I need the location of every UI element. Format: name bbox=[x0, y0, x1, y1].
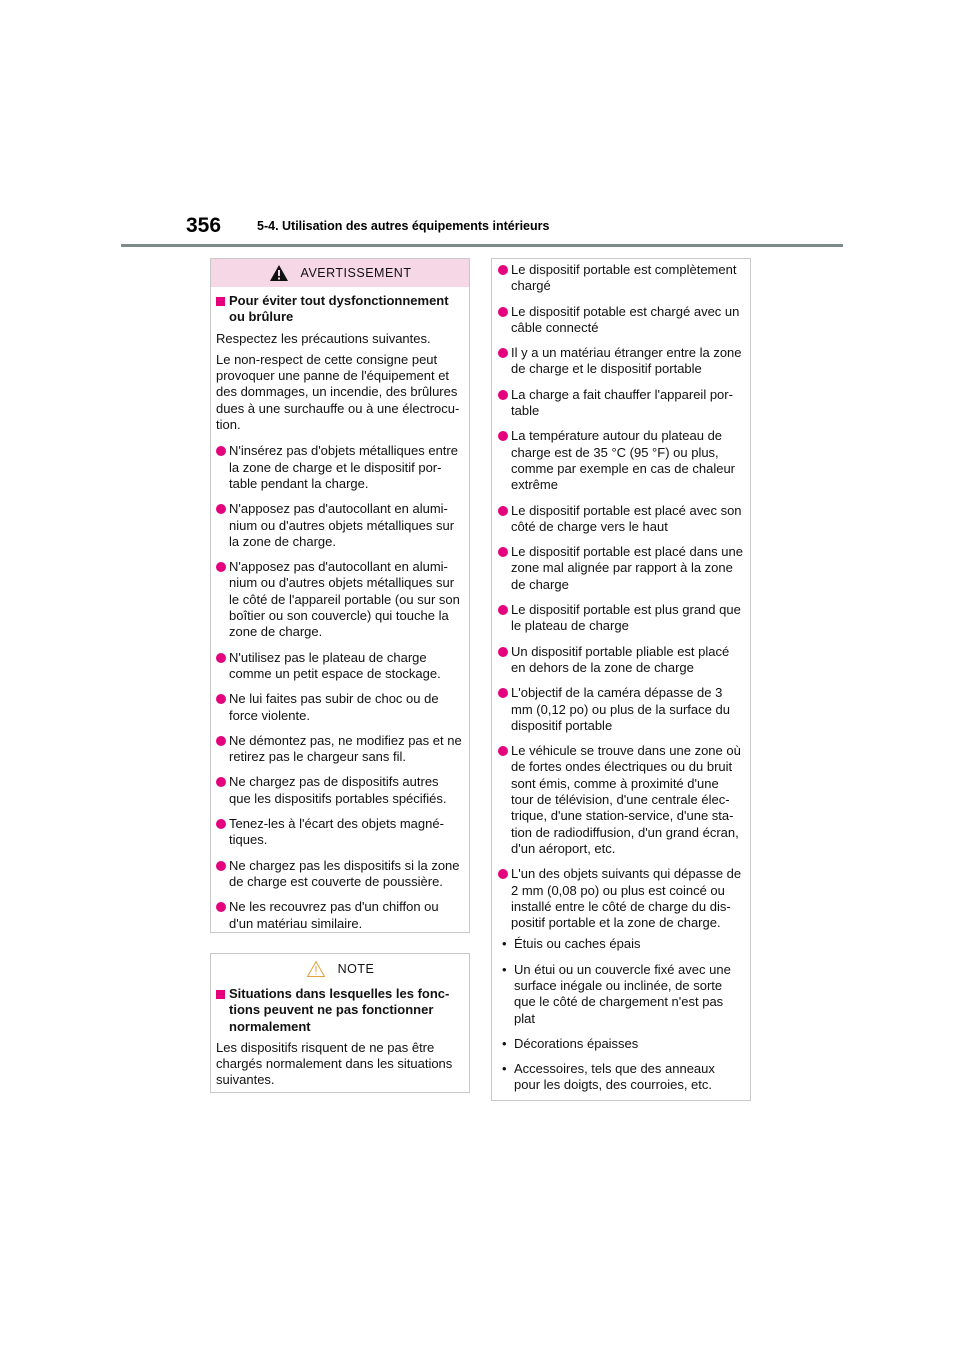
bullet-dot-icon bbox=[216, 902, 226, 912]
note-box bbox=[210, 953, 470, 1093]
sub-bullet-marker: • bbox=[502, 1061, 507, 1077]
note-heading bbox=[216, 986, 463, 1035]
situation-bullet bbox=[498, 387, 744, 420]
bullet-text: N'insérez pas d'objets métalliques entre la zone de charge et le dispositif por-table pendant la charge. bbox=[229, 443, 458, 491]
square-bullet-icon bbox=[216, 297, 225, 306]
sub-bullet-marker: • bbox=[502, 1035, 507, 1051]
bullet-text: La température autour du plateau de charge est de 35 °C (95 °F) ou plus, comme par exemple en cas de chaleur extrême bbox=[511, 428, 736, 493]
bullet-dot-icon bbox=[216, 653, 226, 663]
bullet-text: Un dispositif portable pliable est placé en dehors de la zone de charge bbox=[511, 643, 730, 675]
warning-heading-text: Pour éviter tout dysfonctionnement ou brûlure bbox=[229, 293, 449, 325]
warning-heading bbox=[216, 293, 463, 326]
sub-bullet-marker: • bbox=[502, 936, 507, 952]
note-header bbox=[211, 954, 469, 984]
warning-bullet bbox=[216, 816, 463, 849]
bullet-text: Le dispositif potable est chargé avec un câble connecté bbox=[511, 303, 740, 335]
note-continuation-box bbox=[491, 258, 751, 1101]
warning-bullet bbox=[216, 733, 463, 766]
bullet-dot-icon bbox=[498, 746, 508, 756]
bullet-dot-icon bbox=[216, 819, 226, 829]
sub-item-text: Étuis ou caches épais bbox=[514, 936, 641, 952]
bullet-text: Ne chargez pas de dispositifs autres que les dispositifs portables spécifiés. bbox=[229, 774, 447, 806]
warning-bullet bbox=[216, 650, 463, 683]
bullet-text: N'apposez pas d'autocollant en alumi-nium ou d'autres objets métalliques sur la zone de charge. bbox=[229, 501, 455, 549]
square-bullet-icon bbox=[216, 990, 225, 999]
bullet-dot-icon bbox=[498, 647, 508, 657]
bullet-dot-icon bbox=[498, 390, 508, 400]
object-sub-item bbox=[502, 1061, 744, 1094]
warning-bullet bbox=[216, 774, 463, 807]
caution-triangle-icon bbox=[306, 960, 326, 978]
sub-item-text: Accessoires, tels que des anneaux pour les doigts, des courroies, etc. bbox=[514, 1061, 715, 1093]
bullet-dot-icon bbox=[498, 506, 508, 516]
bullet-text: Le dispositif portable est placé dans une zone mal alignée par rapport à la zone de charge bbox=[511, 544, 743, 592]
warning-paragraph: Le non-respect de cette consigne peut provoquer une panne de l'équipement et des dommages, un incendie, des brûlures dues à une surchauffe ou à une électrocu-tion. bbox=[216, 351, 460, 433]
warning-bullet bbox=[216, 501, 463, 550]
note-heading-text: Situations dans lesquelles les fonc-tions peuvent ne pas fonctionner normalement bbox=[229, 986, 450, 1034]
situation-bullet bbox=[498, 428, 744, 493]
situation-bullet bbox=[498, 262, 744, 295]
bullet-dot-icon bbox=[498, 307, 508, 317]
situation-bullet bbox=[498, 743, 744, 857]
object-sub-item bbox=[502, 1036, 744, 1052]
bullet-dot-icon bbox=[498, 348, 508, 358]
sub-item-text: Un étui ou un couvercle fixé avec une surface inégale ou inclinée, de sorte que le côté de chargement n'est pas plat bbox=[514, 961, 731, 1026]
warning-title: AVERTISSEMENT bbox=[300, 265, 412, 280]
warning-bullet bbox=[216, 858, 463, 891]
header-divider bbox=[121, 244, 843, 247]
bullet-text: Le dispositif portable est plus grand que le plateau de charge bbox=[511, 602, 741, 634]
note-paragraph: Les dispositifs risquent de ne pas être chargés normalement dans les situations suivantes. bbox=[216, 1039, 453, 1088]
bullet-text: Le dispositif portable est placé avec son côté de charge vers le haut bbox=[511, 502, 742, 534]
warning-box bbox=[210, 258, 470, 933]
bullet-text: Ne démontez pas, ne modifiez pas et ne retirez pas le chargeur sans fil. bbox=[229, 732, 462, 765]
warning-bullet bbox=[216, 559, 463, 640]
situation-bullet bbox=[498, 345, 744, 378]
sub-item-text: Décorations épaisses bbox=[514, 1035, 639, 1051]
bullet-text: L'un des objets suivants qui dépasse de 2 mm (0,08 po) ou plus est coincé ou installé entre le côté de charge du dis-positif portable et la zone de charge. bbox=[511, 866, 742, 931]
note-title: NOTE bbox=[337, 961, 375, 976]
warning-bullet bbox=[216, 691, 463, 724]
warning-bullet bbox=[216, 899, 463, 932]
object-sub-item bbox=[502, 936, 744, 952]
situation-bullet bbox=[498, 685, 744, 734]
bullet-text: Le véhicule se trouve dans une zone où de fortes ondes électriques ou du bruit sont émis, comme à proximité d'une tour de télévision, d'une centrale élec-trique, d'une station-service, d'une sta-tion de radiodiffusion, d'un grand écran, d'un aéroport, etc. bbox=[511, 743, 741, 856]
bullet-dot-icon bbox=[498, 869, 508, 879]
sub-bullet-marker: • bbox=[502, 961, 507, 977]
bullet-text: Le dispositif portable est complètement chargé bbox=[511, 262, 737, 294]
bullet-text: La charge a fait chauffer l'appareil por-table bbox=[511, 386, 733, 419]
bullet-dot-icon bbox=[498, 688, 508, 698]
bullet-text: L'objectif de la caméra dépasse de 3 mm (0,12 po) ou plus de la surface du dispositif portable bbox=[511, 685, 730, 733]
warning-paragraph: Respectez les précautions suivantes. bbox=[216, 330, 431, 346]
page-number: 356 bbox=[186, 214, 222, 237]
situation-bullet bbox=[498, 544, 744, 593]
bullet-dot-icon bbox=[216, 504, 226, 514]
warning-triangle-icon bbox=[269, 264, 289, 282]
bullet-text: Ne les recouvrez pas d'un chiffon ou d'un matériau similaire. bbox=[229, 899, 439, 931]
bullet-dot-icon bbox=[216, 777, 226, 787]
object-sub-item bbox=[502, 962, 744, 1027]
bullet-dot-icon bbox=[216, 736, 226, 746]
situation-bullet bbox=[498, 304, 744, 337]
bullet-text: Tenez-les à l'écart des objets magné-tiques. bbox=[229, 816, 444, 848]
bullet-text: N'apposez pas d'autocollant en alumi-nium ou d'autres objets métalliques sur le côté de l'appareil portable (ou sur son boîtier ou son couvercle) qui touche la zone de charge. bbox=[229, 559, 460, 640]
bullet-dot-icon bbox=[216, 562, 226, 572]
bullet-dot-icon bbox=[216, 694, 226, 704]
situation-bullet bbox=[498, 866, 744, 931]
situation-bullet bbox=[498, 602, 744, 635]
bullet-dot-icon bbox=[498, 265, 508, 275]
bullet-text: Ne lui faites pas subir de choc ou de force violente. bbox=[229, 691, 439, 723]
bullet-dot-icon bbox=[498, 431, 508, 441]
warning-bullet bbox=[216, 443, 463, 492]
section-title: 5-4. Utilisation des autres équipements intérieurs bbox=[257, 219, 550, 233]
bullet-dot-icon bbox=[216, 861, 226, 871]
warning-header bbox=[211, 259, 469, 287]
bullet-dot-icon bbox=[498, 605, 508, 615]
bullet-text: N'utilisez pas le plateau de charge comme un petit espace de stockage. bbox=[229, 649, 441, 681]
situation-bullet bbox=[498, 644, 744, 677]
situation-bullet bbox=[498, 503, 744, 536]
bullet-dot-icon bbox=[498, 547, 508, 557]
bullet-text: Ne chargez pas les dispositifs si la zone de charge est couverte de poussière. bbox=[229, 857, 460, 889]
bullet-dot-icon bbox=[216, 446, 226, 456]
bullet-text: Il y a un matériau étranger entre la zone de charge et le dispositif portable bbox=[511, 345, 742, 377]
